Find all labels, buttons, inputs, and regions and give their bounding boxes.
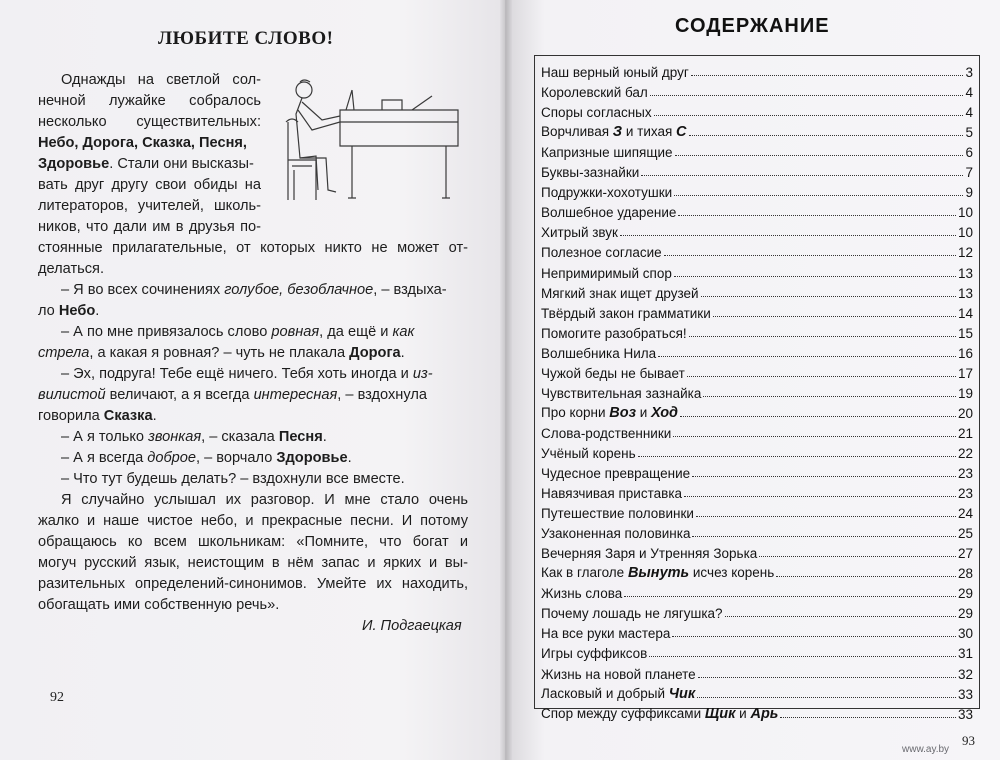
toc-leader-dots bbox=[672, 635, 956, 637]
toc-leader-dots bbox=[678, 214, 956, 216]
toc-entry-title: На все руки мастера bbox=[541, 626, 671, 642]
story-line: вать друг другу свои обиды на bbox=[38, 177, 261, 193]
toc-entry bbox=[541, 621, 973, 641]
toc-leader-dots bbox=[674, 275, 956, 277]
toc-entry bbox=[541, 301, 973, 321]
toc-leader-dots bbox=[664, 254, 956, 256]
toc-entry-title: Мягкий знак ищет друзей bbox=[541, 285, 699, 301]
toc-entry bbox=[541, 261, 973, 281]
toc-entry-page: 20 bbox=[957, 405, 973, 421]
toc-entry-title: Почему лошадь не лягушка? bbox=[541, 606, 723, 622]
toc-entry-title: Жизнь слова bbox=[541, 586, 623, 602]
toc-entry-title: Хитрый звук bbox=[541, 225, 618, 241]
toc-entry-title: Полезное согласие bbox=[541, 245, 662, 261]
toc-entry bbox=[541, 401, 973, 421]
toc-leader-dots bbox=[692, 475, 956, 477]
toc-entry bbox=[541, 200, 973, 220]
toc-entry-title: Узаконенная половинка bbox=[541, 526, 691, 542]
toc-entry bbox=[541, 80, 973, 100]
toc-entry-page: 7 bbox=[965, 165, 973, 181]
toc-entry-title: Капризные шипящие bbox=[541, 145, 673, 161]
toc-leader-dots bbox=[776, 575, 956, 577]
toc-entry bbox=[541, 421, 973, 441]
story-line: обращаюсь ко всем школьникам: «Помните, что богат и bbox=[38, 534, 468, 550]
toc-entry-page: 28 bbox=[957, 566, 973, 582]
toc-entry bbox=[541, 381, 973, 401]
toc-entry bbox=[541, 682, 973, 702]
toc-leader-dots bbox=[698, 676, 956, 678]
toc-leader-dots bbox=[684, 495, 956, 497]
toc-entry-title: Чудесное превращение bbox=[541, 466, 691, 481]
toc-entry-title: Путешествие половинки bbox=[541, 506, 694, 522]
story-line: Однажды на светлой сол- bbox=[61, 72, 261, 88]
toc-entry-title: Непримиримый спор bbox=[541, 265, 672, 281]
toc-entry bbox=[541, 541, 973, 561]
toc-entry bbox=[541, 60, 973, 80]
toc-entry-page: 3 bbox=[965, 65, 973, 80]
toc-entry-page: 12 bbox=[957, 245, 973, 261]
toc-entry bbox=[541, 321, 973, 341]
toc-leader-dots bbox=[759, 555, 956, 557]
toc-entry bbox=[541, 160, 973, 180]
toc-entry-title: Жизнь на новой планете bbox=[541, 666, 696, 682]
toc-entry bbox=[541, 581, 973, 601]
toc-entry bbox=[541, 441, 973, 461]
toc-entry-page: 4 bbox=[965, 85, 973, 101]
toc-leader-dots bbox=[697, 696, 956, 698]
toc-leader-dots bbox=[701, 295, 956, 297]
toc-leader-dots bbox=[641, 174, 963, 176]
toc-leader-dots bbox=[673, 435, 956, 437]
toc-entry-page: 19 bbox=[957, 385, 973, 401]
toc-leader-dots bbox=[713, 315, 956, 317]
toc-entry bbox=[541, 240, 973, 260]
pianist-illustration bbox=[282, 70, 462, 215]
story-title: ЛЮБИТЕ СЛОВО! bbox=[158, 28, 334, 49]
story-line: – Я во всех сочинениях голубое, безоблачное, – вздыха- bbox=[61, 282, 447, 298]
toc-entry-title: Споры согласных bbox=[541, 105, 652, 121]
story-line: ников, что дали им в друзья по- bbox=[38, 219, 261, 235]
toc-entry-title: Буквы-зазнайки bbox=[541, 165, 640, 181]
toc-entry-page: 5 bbox=[965, 125, 973, 141]
story-line: стоянные прилагательные, от которых никто не может от- bbox=[38, 240, 468, 256]
toc-leader-dots bbox=[725, 615, 956, 617]
story-line: разительных определений-синонимов. Умейте их находить, bbox=[38, 576, 468, 592]
page-number-left: 92 bbox=[50, 690, 64, 705]
toc-entry-page: 4 bbox=[965, 105, 973, 121]
story-line: – Что тут будешь делать? – вздохнули все вместе. bbox=[61, 471, 405, 487]
toc-entry-title: Учёный корень bbox=[541, 445, 636, 461]
toc-entry-page: 17 bbox=[957, 365, 973, 381]
toc-entry-page: 13 bbox=[957, 265, 973, 281]
toc-entry-title: Слова-родственники bbox=[541, 425, 672, 441]
toc-entry bbox=[541, 702, 973, 722]
toc-entry-title: Волшебника Нила bbox=[541, 345, 657, 361]
toc-title: СОДЕРЖАНИЕ bbox=[675, 15, 830, 37]
toc-entry-page: 13 bbox=[957, 285, 973, 301]
toc-entry-title: Про корни Воз и Ход bbox=[541, 404, 679, 421]
toc-entry bbox=[541, 281, 973, 301]
toc-entry bbox=[541, 521, 973, 541]
story-line: ло Небо. bbox=[38, 303, 100, 319]
toc-entry-title: Спор между суффиксами Щик и Арь bbox=[541, 705, 779, 722]
toc-leader-dots bbox=[638, 455, 956, 457]
toc-leader-dots bbox=[691, 74, 964, 76]
toc-entry bbox=[541, 140, 973, 160]
toc-entry bbox=[541, 180, 973, 200]
toc-entry-title: Ворчливая З и тихая С bbox=[541, 124, 687, 141]
book-gutter bbox=[500, 0, 512, 760]
story-line: нечной лужайке собралось bbox=[38, 93, 261, 109]
toc-entry-title: Твёрдый закон грамматики bbox=[541, 305, 711, 321]
toc-entry-title: Чужой беды не бывает bbox=[541, 365, 685, 381]
toc-entry bbox=[541, 361, 973, 381]
toc-leader-dots bbox=[624, 595, 956, 597]
toc-leader-dots bbox=[649, 655, 956, 657]
toc-entry-page: 16 bbox=[957, 345, 973, 361]
toc-entry-page: 31 bbox=[957, 646, 973, 662]
toc-leader-dots bbox=[703, 395, 956, 397]
story-line: могуч русский язык, неистощим в нём запас и ярких и вы- bbox=[38, 555, 468, 571]
toc-entry-title: Подружки-хохотушки bbox=[541, 185, 673, 201]
story-line: стрела, а какая я ровная? – чуть не плакала Дорога. bbox=[38, 345, 405, 361]
toc-entry-page: 32 bbox=[957, 666, 973, 682]
toc-entry bbox=[541, 461, 973, 481]
toc-entry bbox=[541, 481, 973, 501]
toc-entry bbox=[541, 100, 973, 120]
toc-entry bbox=[541, 601, 973, 621]
story-line: обогащать ими собственную речь». bbox=[38, 597, 280, 613]
toc-leader-dots bbox=[692, 535, 956, 537]
toc-leader-dots bbox=[650, 94, 964, 96]
page-number-right: 93 bbox=[962, 733, 975, 748]
toc-entry bbox=[541, 120, 973, 140]
story-line: жалко и наше чистое небо, и прекрасные песни. И потому bbox=[38, 513, 468, 529]
toc-entry-page: 24 bbox=[957, 506, 973, 522]
toc-entry-page: 27 bbox=[957, 546, 973, 562]
toc-entry-page: 10 bbox=[957, 225, 973, 241]
story-line: Небо, Дорога, Сказка, Песня, bbox=[38, 135, 247, 151]
toc-entry bbox=[541, 662, 973, 682]
toc-leader-dots bbox=[687, 375, 956, 377]
story-line: – А по мне привязалось слово ровная, да ещё и как bbox=[61, 324, 415, 340]
toc-entry-title: Наш верный юный друг bbox=[541, 65, 689, 80]
toc-entry-page: 25 bbox=[957, 526, 973, 542]
toc-entry-title: Игры суффиксов bbox=[541, 646, 648, 662]
story-line: вилистой величают, а я всегда интересная, – вздохнула bbox=[38, 387, 427, 403]
story-line: Здоровье. Стали они высказы- bbox=[38, 156, 254, 172]
toc-entry-title: Чувствительная зазнайка bbox=[541, 385, 702, 401]
toc-entry-title: Королевский бал bbox=[541, 85, 648, 101]
toc-leader-dots bbox=[675, 154, 964, 156]
toc-entry bbox=[541, 220, 973, 240]
toc-entry-title: Как в глаголе Вынуть исчез корень bbox=[541, 565, 775, 582]
toc-leader-dots bbox=[654, 114, 964, 116]
toc-entry-title: Помогите разобраться! bbox=[541, 325, 687, 341]
toc-leader-dots bbox=[689, 335, 956, 337]
story-line: Я случайно услышал их разговор. И мне стало очень bbox=[61, 492, 468, 508]
story-line: несколько существительных: bbox=[38, 114, 261, 130]
toc-leader-dots bbox=[780, 716, 956, 718]
toc-leader-dots bbox=[658, 355, 956, 357]
toc-entry-title: Навязчивая приставка bbox=[541, 486, 683, 502]
toc-entry bbox=[541, 641, 973, 661]
toc-entry-page: 22 bbox=[957, 445, 973, 461]
toc-entry-page: 29 bbox=[957, 586, 973, 602]
toc-leader-dots bbox=[696, 515, 956, 517]
story-author: И. Подгаецкая bbox=[362, 618, 462, 634]
watermark: www.ay.by bbox=[902, 744, 950, 755]
story-line: литераторов, учителей, школь- bbox=[38, 198, 261, 214]
story-line: – Эх, подруга! Тебе ещё ничего. Тебя хоть иногда и из- bbox=[61, 366, 433, 382]
story-line: – А я всегда доброе, – ворчало Здоровье. bbox=[61, 450, 352, 466]
toc-entry-title: Ласковый и добрый Чик bbox=[541, 685, 696, 702]
toc-entry-page: 30 bbox=[957, 626, 973, 642]
toc-entry-page: 23 bbox=[957, 466, 973, 481]
toc-entry-page: 6 bbox=[965, 145, 973, 161]
toc-entry-page: 23 bbox=[957, 486, 973, 502]
toc-entry-page: 29 bbox=[957, 606, 973, 622]
pianist-drawing bbox=[282, 70, 462, 210]
toc-leader-dots bbox=[680, 415, 956, 417]
toc-entry-page: 15 bbox=[957, 325, 973, 341]
toc-entry-page: 33 bbox=[957, 686, 973, 702]
toc-entry-page: 10 bbox=[957, 205, 973, 221]
toc-leader-dots bbox=[674, 194, 963, 196]
toc-entry bbox=[541, 561, 973, 581]
toc-entry bbox=[541, 341, 973, 361]
story-line: делаться. bbox=[38, 261, 104, 277]
toc-entry-title: Вечерняя Заря и Утренняя Зорька bbox=[541, 546, 758, 562]
toc-leader-dots bbox=[620, 234, 956, 236]
toc-leader-dots bbox=[689, 134, 964, 136]
story-line: – А я только звонкая, – сказала Песня. bbox=[61, 429, 327, 445]
toc-entry-title: Волшебное ударение bbox=[541, 205, 677, 221]
toc-entry-page: 14 bbox=[957, 305, 973, 321]
toc-entry-page: 33 bbox=[957, 706, 973, 722]
story-line: говорила Сказка. bbox=[38, 408, 157, 424]
toc-entry-page: 21 bbox=[957, 425, 973, 441]
toc-entry bbox=[541, 501, 973, 521]
toc-entry-page: 9 bbox=[965, 185, 973, 201]
